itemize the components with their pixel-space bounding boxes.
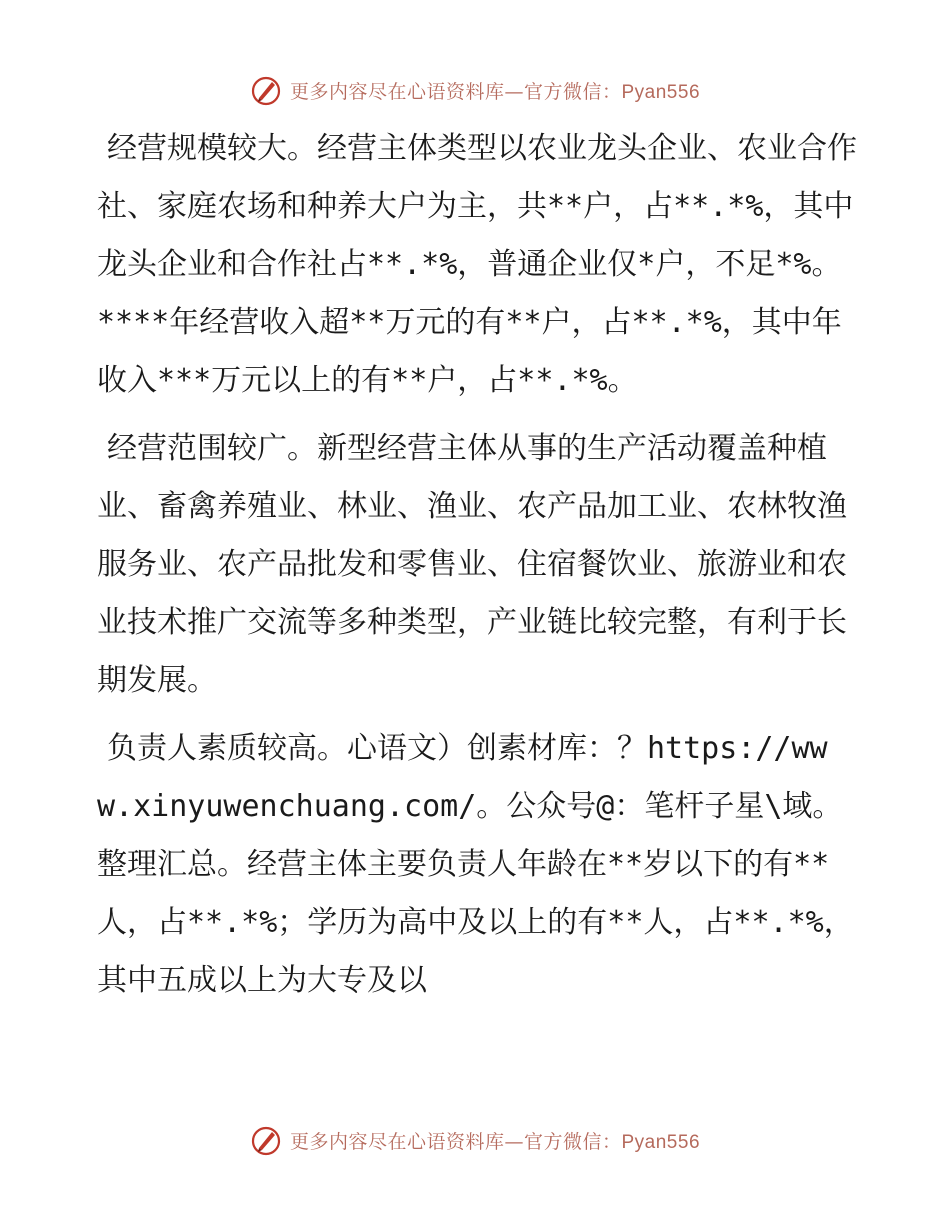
pen-logo-icon	[250, 1124, 282, 1156]
footer-banner	[0, 1120, 950, 1160]
document-body	[97, 120, 857, 1020]
paragraph-business-scope: 经营范围较广。新型经营主体从事的生产活动覆盖种植业、畜禽养殖业、林业、渔业、农产品加工业、农林牧渔服务业、农产品批发和零售业、住宿餐饮业、旅游业和农业技术推广交流等多种类型，产业链比较完整，有利于长期发展。	[97, 431, 847, 698]
header-banner-text: 更多内容尽在心语资料库—官方微信：Pyan556	[289, 80, 701, 103]
footer-wechat-id: Pyan556	[621, 1131, 701, 1153]
header-wechat-id: Pyan556	[621, 81, 701, 103]
header-banner	[0, 70, 950, 110]
footer-banner-text: 更多内容尽在心语资料库—官方微信：Pyan556	[289, 1130, 701, 1153]
paragraph-leader-quality: 负责人素质较高。心语文）创素材库：？https://www.xinyuwenchuang.com/。公众号@：笔杆子星\域。整理汇总。经营主体主要负责人年龄在**岁以下的有**人，占**.*%；学历为高中及以上的有**人，占**.*%，其中五成以上为大专及以	[97, 731, 854, 998]
paragraph-business-scale: 经营规模较大。经营主体类型以农业龙头企业、农业合作社、家庭农场和种养大户为主，共**户，占**.*%，其中龙头企业和合作社占**.*%，普通企业仅*户，不足*%。****年经营收入超**万元的有**户，占**.*%，其中年收入***万元以上的有**户，占**.*%。	[97, 131, 857, 398]
pen-logo-icon	[250, 74, 282, 106]
